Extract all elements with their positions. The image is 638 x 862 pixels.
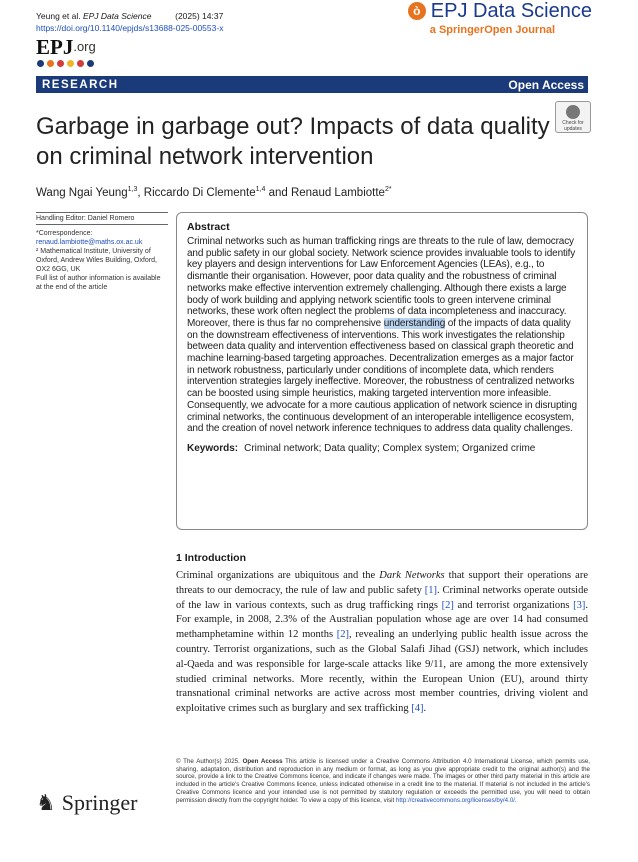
logo-dot bbox=[37, 60, 44, 67]
correspondence-label: *Correspondence: bbox=[36, 230, 93, 237]
author-name[interactable]: Renaud Lambiotte bbox=[290, 186, 385, 199]
reference-link[interactable]: [3] bbox=[573, 599, 586, 611]
author-list: Wang Ngai Yeung$^{1,3}$, Riccardo Di Clemente$^{1,4}$ and Renaud Lambiotte$^{2*}$ bbox=[36, 186, 392, 199]
logo-dot bbox=[87, 60, 94, 67]
epj-logo-suffix: .org bbox=[73, 39, 96, 54]
reference-link[interactable]: [1] bbox=[424, 584, 438, 596]
springer-wordmark: Springer bbox=[61, 790, 138, 815]
journal-logo[interactable] bbox=[408, 0, 592, 36]
author-name[interactable]: Wang Ngai Yeung bbox=[36, 186, 128, 199]
article-sidebar bbox=[36, 212, 168, 292]
epj-logo[interactable] bbox=[36, 36, 96, 58]
logo-dot bbox=[57, 60, 64, 67]
springeropen-badge-icon: ò bbox=[408, 2, 426, 20]
citation-journal: EPJ Data Science bbox=[82, 11, 152, 21]
citation-header bbox=[36, 10, 223, 34]
logo-dot bbox=[47, 60, 54, 67]
abstract-box bbox=[176, 212, 588, 530]
license-link[interactable]: http://creativecommons.org/licenses/by/4.0/ bbox=[395, 796, 515, 804]
abstract-text: Criminal networks such as human trafficking rings are threats to the rule of law, democracy and public safety in our global society. Network science provides invaluable tools to identify key players and design interventions for Law Enforcement Agencies (LEAs), e.g., to dismantle their organisation. However, poor data quality and the robustness of criminal networks make effective intervention extremely challenging. Although there exists a large body of work building and applying network scientific tools to green intervene criminal networks, these work often neglect the problems of data incompleteness and inaccuracy. Moreover, there is thus far no comprehensive understanding of the impacts of data quality on the downstream effectiveness of interventions. This work investigates the relationship between data quality and intervention effectiveness based on classical graph theoretic and machine learning-based targeting approaches. Decentralization emerges as a major factor in network robustness, particularly under conditions of incomplete data, which renders intervention strategies largely ineffective. Moreover, the robustness of centralized networks can be boosted using simple heuristics, making targeted intervention more infeasible. Consequently, we advocate for a more cautious application of network science in disrupting criminal networks, the continuous development of an interoperable intelligence ecosystem, and the creation of novel network inference techniques to address data quality challenges. bbox=[187, 236, 577, 435]
affiliation: ² Mathematical Institute, University of Oxford, Andrew Wiles Building, Oxford, OX2 6GG, UK bbox=[36, 248, 157, 273]
abstract-heading: Abstract bbox=[187, 221, 230, 233]
correspondence-email[interactable]: renaud.lambiotte@maths.ox.ac.uk bbox=[36, 239, 143, 246]
epj-logo-text: EPJ bbox=[36, 35, 74, 59]
check-updates-label: Check for updates bbox=[562, 120, 584, 132]
doi-link[interactable]: https://doi.org/10.1140/epjds/s13688-025-00553-x bbox=[36, 23, 224, 33]
keywords-list: Criminal network; Data quality; Complex system; Organized crime bbox=[244, 442, 536, 454]
author-affil: 2* bbox=[384, 186, 392, 193]
open-access-label: Open Access bbox=[508, 77, 584, 92]
author-affil: 1,4 bbox=[255, 186, 266, 193]
epj-logo-dots bbox=[37, 60, 94, 67]
handling-editor: Handling Editor: Daniel Romero bbox=[36, 212, 168, 225]
section-label: RESEARCH bbox=[42, 78, 119, 91]
author-name[interactable]: Riccardo Di Clemente bbox=[143, 186, 256, 199]
keywords-label: Keywords: bbox=[187, 442, 239, 454]
journal-name: EPJ Data Science bbox=[430, 0, 592, 22]
citation-authors: Yeung et al. bbox=[36, 11, 81, 21]
highlighted-word[interactable]: understanding bbox=[383, 317, 446, 329]
citation-year: (2025) 14:37 bbox=[175, 11, 224, 21]
reference-link[interactable]: [2] bbox=[441, 599, 454, 611]
reference-link[interactable]: [4] bbox=[411, 703, 424, 715]
license-text: © The Author(s) 2025. Open Access This article is licensed under a Creative Commons Attribution 4.0 International License, which permits use, sharing, adaptation, distribution and reproduction in any medium or format, as long as you give appropriate credit to the original author(s) and the source, provide a link to the Creative Commons licence, and indicate if changes were made. The images or other third party material in this article are included in the article's Creative Commons licence, unless indicated otherwise in a credit line to the material. If material is not included in the article's Creative Commons licence and your intended use is not permitted by statutory regulation or exceeds the permitted use, you will need to obtain permission directly from the copyright holder. To view a copy of this licence, visit http://creativecommons.org/licenses/by/4.0/. bbox=[176, 758, 591, 804]
journal-subtitle: a SpringerOpen Journal bbox=[429, 24, 556, 36]
update-check-icon bbox=[566, 105, 580, 119]
article-title: Garbage in garbage out? Impacts of data quality on criminal network intervention bbox=[36, 113, 550, 170]
full-author-info-note: Full list of author information is available at the end of the article bbox=[36, 275, 161, 291]
section-heading: 1 Introduction bbox=[176, 552, 246, 564]
logo-dot bbox=[77, 60, 84, 67]
reference-link[interactable]: [2] bbox=[336, 629, 350, 641]
check-for-updates-button[interactable] bbox=[555, 101, 591, 133]
springer-horse-icon: ♞ bbox=[36, 790, 56, 815]
keywords bbox=[187, 443, 577, 454]
author-affil: 1,3 bbox=[127, 186, 138, 193]
springer-logo[interactable] bbox=[36, 790, 138, 816]
logo-dot bbox=[67, 60, 74, 67]
section-banner bbox=[36, 76, 588, 93]
intro-paragraph: Criminal organizations are ubiquitous and the Dark Networks that support their operations are threats to our democracy, the rule of law and public safety [1]. Criminal networks operate outside of the law in various contexts, such as drug trafficking rings [2] and terrorist organizations [3]. For example, in 2008, 2.3% of the Australian population whose age are over 14 had consumed methamphetamine within 12 months [2], revealing an underlying public health issue across the country. Terrorist organizations, such as the Global Salafi Jihad (GSJ) network, which includes al-Qaeda and was responsible for large-scale attacks like 9/11, are among the more extensively studied criminal networks. More recently, within the European Union (EU), around thirty transnational criminal networks are active across most member countries, driving violent and exploitative crimes such as burglary and sex trafficking [4]. bbox=[176, 570, 589, 715]
